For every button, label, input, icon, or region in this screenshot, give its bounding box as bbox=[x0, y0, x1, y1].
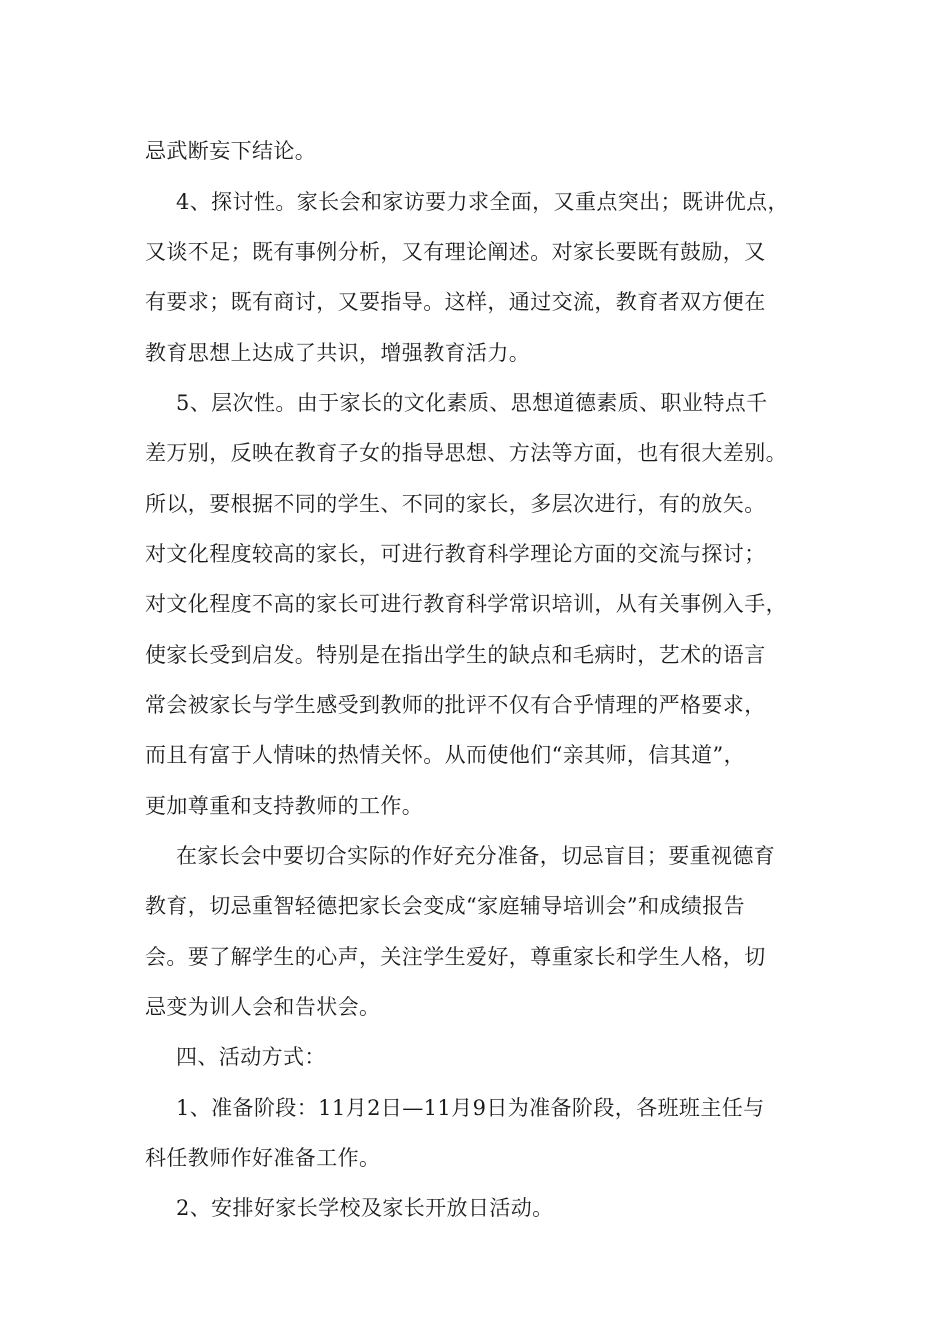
list-item-1-start: 1、准备阶段：11月2日—11月9日为准备阶段，各班班主任与 bbox=[176, 1096, 765, 1120]
text-line: 有要求；既有商讨，又要指导。这样，通过交流，教育者双方便在 bbox=[145, 290, 766, 314]
text-line: 教育思想上达成了共识，增强教育活力。 bbox=[145, 341, 531, 365]
text-line: 使家长受到启发。特别是在指出学生的缺点和毛病时，艺术的语言 bbox=[145, 643, 766, 667]
text-line: 科任教师作好准备工作。 bbox=[145, 1146, 381, 1170]
paragraph-4-start: 4、探讨性。家长会和家访要力求全面，又重点突出；既讲优点， bbox=[176, 190, 789, 214]
text-line: 忌武断妄下结论。 bbox=[145, 139, 317, 163]
text-line: 对文化程度不高的家长可进行教育科学常识培训，从有关事例入手， bbox=[145, 592, 787, 616]
text-line: 会。要了解学生的心声，关注学生爱好，尊重家长和学生人格，切 bbox=[145, 945, 766, 969]
text-line: 忌变为训人会和告状会。 bbox=[145, 995, 381, 1019]
text-line: 又谈不足；既有事例分析，又有理论阐述。对家长要既有鼓励，又 bbox=[145, 240, 766, 264]
text-line: 所以，要根据不同的学生、不同的家长，多层次进行，有的放矢。 bbox=[145, 492, 766, 516]
text-line: 常会被家长与学生感受到教师的批评不仅有合乎情理的严格要求， bbox=[145, 693, 766, 717]
text-line: 教育，切忌重智轻德把家长会变成“家庭辅导培训会”和成绩报告 bbox=[145, 894, 746, 918]
text-line: 差万别，反映在教育子女的指导思想、方法等方面，也有很大差别。 bbox=[145, 441, 787, 465]
text-line: 更加尊重和支持教师的工作。 bbox=[145, 794, 424, 818]
list-item-2: 2、安排好家长学校及家长开放日活动。 bbox=[176, 1196, 554, 1220]
paragraph-meeting-start: 在家长会中要切合实际的作好充分准备，切忌盲目；要重视德育 bbox=[176, 844, 776, 868]
section-heading: 四、活动方式： bbox=[176, 1045, 326, 1069]
text-line: 而且有富于人情味的热情关怀。从而使他们“亲其师，信其道”， bbox=[145, 743, 746, 767]
text-line: 对文化程度较高的家长，可进行教育科学理论方面的交流与探讨； bbox=[145, 542, 766, 566]
paragraph-5-start: 5、层次性。由于家长的文化素质、思想道德素质、职业特点千 bbox=[176, 391, 768, 415]
